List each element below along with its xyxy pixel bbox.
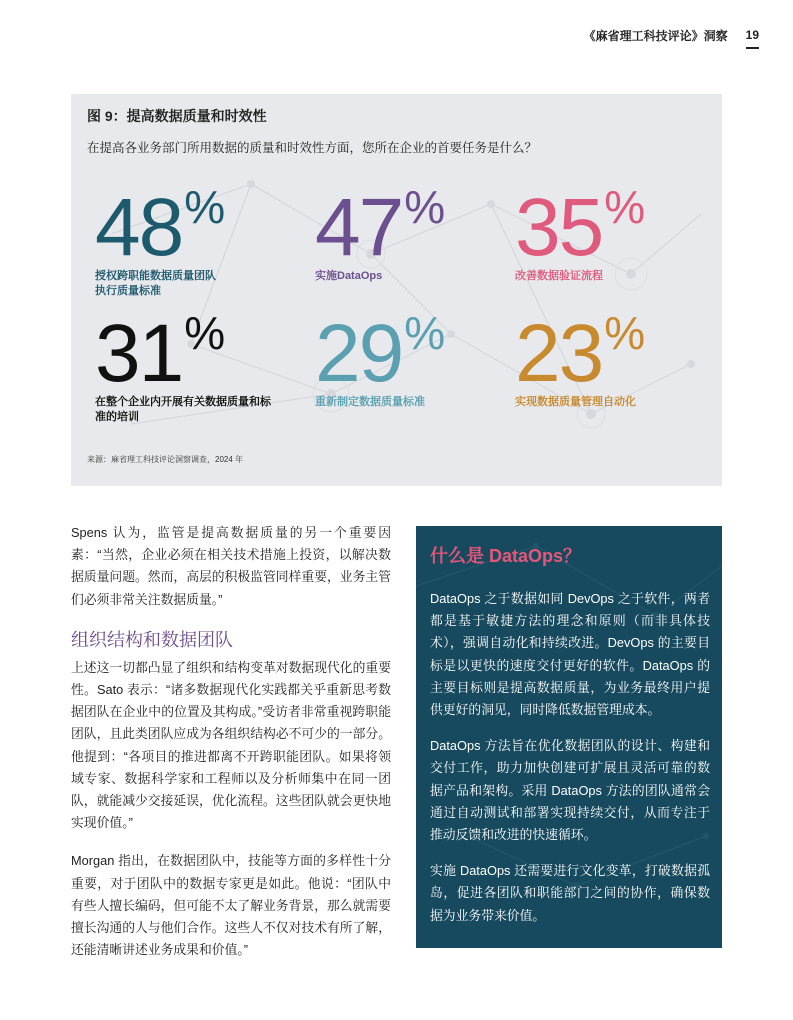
main-text-column <box>71 522 391 961</box>
stat-label: 授权跨职能数据质量团队执行质量标准 <box>95 270 216 298</box>
stat-percent-sign: % <box>184 181 226 233</box>
sidebar-title: 什么是 DataOps？ <box>430 546 582 566</box>
stat-digits: 47 <box>315 182 403 273</box>
stat-label: 实施DataOps <box>315 270 383 283</box>
stat-value <box>95 307 285 399</box>
stat-label: 改善数据验证流程 <box>515 270 603 283</box>
stat-value <box>515 181 705 273</box>
stat-value <box>95 181 285 273</box>
stat-item <box>315 181 505 284</box>
body-paragraph: Morgan 指出，在数据团队中，技能等方面的多样性十分重要，对于团队中的数据专家更是如此。他说：“团队中有些人擅长编码，但可能不太了解业务背景，那么就需要擅长沟通的人与他们合作。这些人不仅对技术有所了解，还能清晰讲述业务成果和价值。” <box>71 853 391 958</box>
stat-label: 实现数据质量管理自动化 <box>515 396 636 409</box>
stat-digits: 31 <box>95 308 183 399</box>
stat-value <box>515 307 705 399</box>
stat-label: 在整个企业内开展有关数据质量和标准的培训 <box>95 396 271 424</box>
page-number: 19 <box>746 28 759 49</box>
figure-panel <box>71 94 722 486</box>
section-heading: 组织结构和数据团队 <box>71 629 233 650</box>
sidebar-paragraph: DataOps 之于数据如同 DevOps 之于软件，两者都是基于敏捷方法的理念和原则（而非具体技术），强调自动化和持续改进。DevOps 的主要目标是以更快的速度交付更好的软件。DataOps 的主要目标则是提高数据质量，为业务最终用户提供更好的洞见，同时降低数据管理成本。 <box>430 591 710 718</box>
sidebar-paragraph: DataOps 方法旨在优化数据团队的设计、构建和交付工作，助力加快创建可扩展且灵活可靠的数据产品和架构。采用 DataOps 方法的团队通常会通过自动测试和部署实现持续交付，从而专注于推动反馈和改进的快速循环。 <box>430 738 710 843</box>
stat-digits: 29 <box>315 308 403 399</box>
stat-percent-sign: % <box>404 181 446 233</box>
sidebar-body <box>430 588 710 941</box>
journal-name: 《麻省理工科技评论》洞察 <box>583 29 728 43</box>
dataops-sidebar <box>416 526 722 948</box>
stat-item <box>515 307 705 410</box>
stat-item <box>315 307 505 410</box>
stat-value <box>315 181 505 273</box>
figure-title: 图 9：提高数据质量和时效性 <box>87 108 267 124</box>
stat-value <box>315 307 505 399</box>
stat-percent-sign: % <box>604 181 646 233</box>
sidebar-paragraph: 实施 DataOps 还需要进行文化变革，打破数据孤岛，促进各团队和职能部门之间的协作，确保数据为业务带来价值。 <box>430 863 710 923</box>
body-paragraph: 上述这一切都凸显了组织和结构变革对数据现代化的重要性。Sato 表示：“诸多数据现代化实践都关乎重新思考数据团队在企业中的位置及其构成。”受访者非常重视跨职能团队，且此类团队应成为各组织结构必不可少的一部分。他提到：“各项目的推进都离不开跨职能团队。如果将领域专家、数据科学家和工程师以及分析师集中在同一团队，就能减少交接延误，优化流程。这些团队就会更快地实现价值。” <box>71 659 391 831</box>
body-paragraph: Spens 认为，监管是提高数据质量的另一个重要因素：“当然，企业必须在相关技术措施上投资，以解决数据质量问题。然而，高层的积极监管同样重要，业务主管们必须非常关注数据质量。” <box>71 525 391 607</box>
paragraph-spacer <box>71 834 391 850</box>
stat-percent-sign: % <box>604 307 646 359</box>
stat-digits: 23 <box>515 308 603 399</box>
stat-item <box>95 181 285 299</box>
stat-percent-sign: % <box>184 307 226 359</box>
stat-label: 重新制定数据质量标准 <box>315 396 425 409</box>
stat-percent-sign: % <box>404 307 446 359</box>
figure-source: 来源：麻省理工科技评论洞察调查，2024 年 <box>87 455 244 464</box>
running-header <box>584 22 759 49</box>
stat-item <box>95 307 285 425</box>
stat-digits: 48 <box>95 182 183 273</box>
stat-item <box>515 181 705 284</box>
stat-digits: 35 <box>515 182 603 273</box>
figure-question: 在提高各业务部门所用数据的质量和时效性方面，您所在企业的首要任务是什么？ <box>87 141 538 155</box>
